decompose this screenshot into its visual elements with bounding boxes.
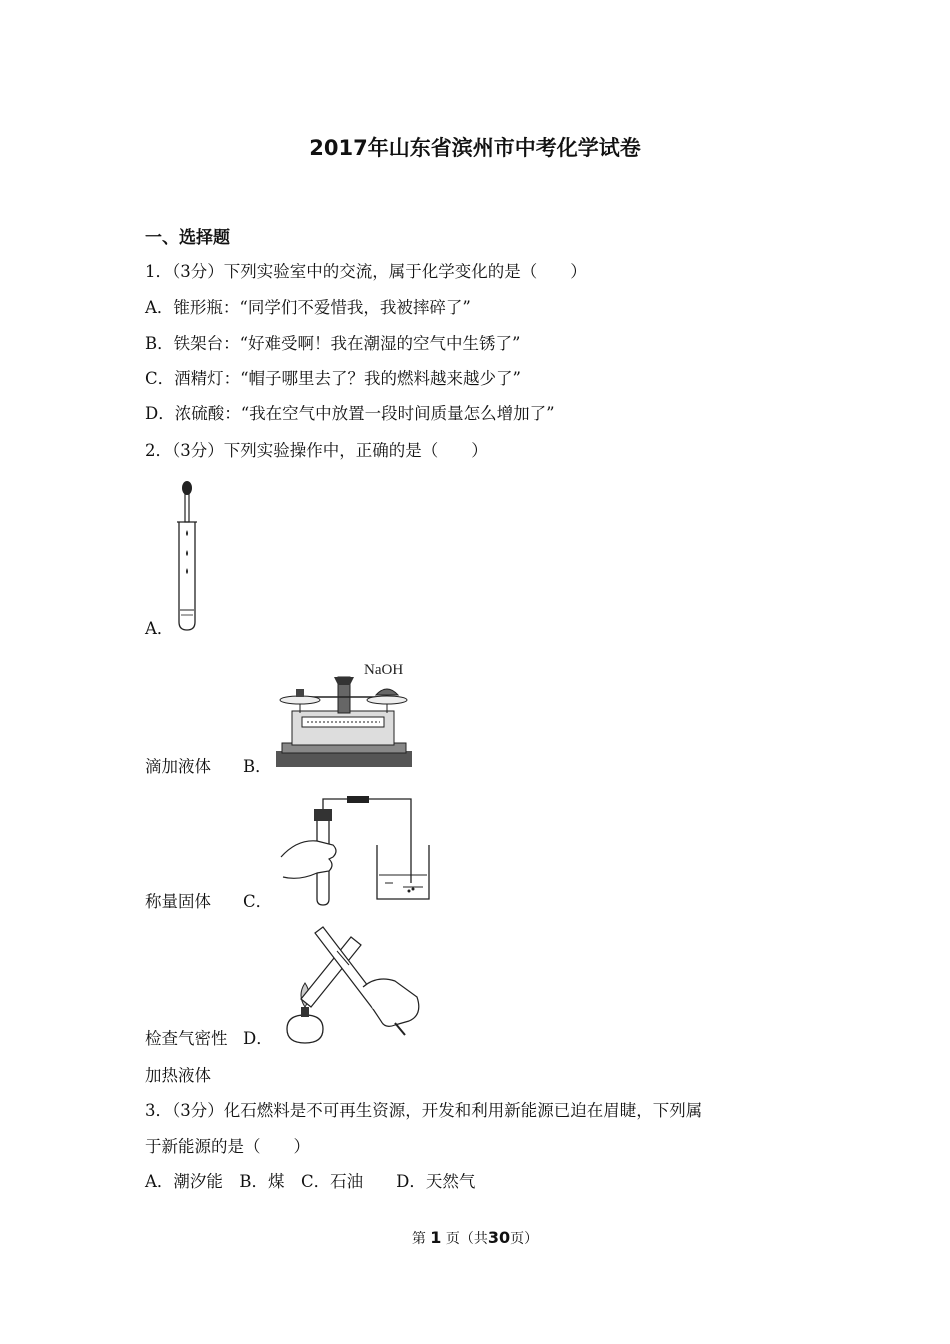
- exam-title: 2017年山东省滨州市中考化学试卷: [309, 136, 641, 160]
- q2-stem: 2．（3分）下列实验操作中，正确的是（ ）: [145, 441, 488, 460]
- q2-option-d-caption: 加热液体: [145, 1066, 211, 1085]
- section-heading: 一、选择题: [145, 228, 230, 248]
- q1-option-a: A．锥形瓶：“同学们不爱惜我，我被摔碎了”: [145, 298, 471, 317]
- footer-total-pages: 30: [487, 1228, 511, 1247]
- q1-option-d: D．浓硫酸：“我在空气中放置一段时间质量怎么增加了”: [145, 404, 555, 423]
- dropper-test-tube-figure: [172, 478, 206, 632]
- footer-mid: 页（共: [445, 1231, 488, 1247]
- q2-option-d-label: D．: [243, 1029, 273, 1048]
- naoh-label: NaOH: [364, 662, 404, 678]
- q3-stem-line2: 于新能源的是（ ）: [145, 1137, 310, 1156]
- q2-option-a-caption: 滴加液体: [145, 757, 211, 776]
- q3-stem-line1: 3．（3分）化石燃料是不可再生资源，开发和利用新能源已迫在眉睫，下列属: [145, 1101, 703, 1120]
- q2-option-c-caption: 检查气密性: [145, 1029, 228, 1048]
- heating-liquid-figure: [277, 925, 427, 1047]
- footer-prefix: 第: [411, 1231, 426, 1247]
- airtightness-check-figure: [277, 795, 437, 907]
- q1-option-b: B．铁架台：“好难受啊！我在潮湿的空气中生锈了”: [145, 334, 521, 353]
- q1-stem: 1．（3分）下列实验室中的交流，属于化学变化的是（ ）: [145, 262, 587, 281]
- q2-option-a-label: A．: [145, 619, 174, 638]
- footer-page-number: 1: [430, 1228, 442, 1247]
- q2-option-b-caption: 称量固体: [145, 892, 211, 911]
- q1-option-c: C．酒精灯：“帽子哪里去了？我的燃料越来越少了”: [145, 369, 521, 388]
- q2-option-b-label: B．: [243, 757, 272, 776]
- q2-option-c-label: C．: [243, 892, 273, 911]
- balance-scale-figure: [272, 655, 417, 770]
- q3-options: A．潮汐能 B．煤 C．石油 D．天然气: [145, 1172, 476, 1191]
- footer-suffix: 页）: [510, 1231, 539, 1247]
- page-footer: [0, 1228, 950, 1248]
